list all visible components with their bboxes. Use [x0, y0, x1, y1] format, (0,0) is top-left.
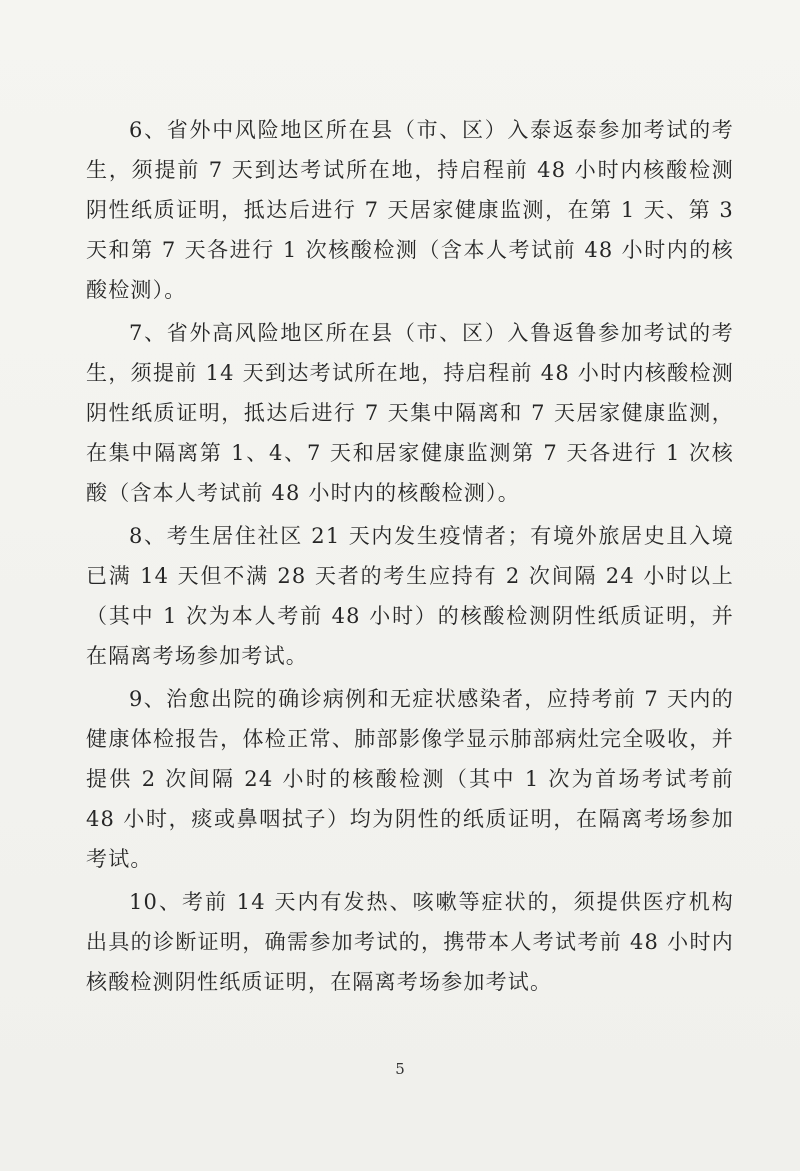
- paragraph-item-10: 10、考前 14 天内有发热、咳嗽等症状的，须提供医疗机构出具的诊断证明，确需参加考试的，携带本人考试考前 48 小时内核酸检测阴性纸质证明，在隔离考场参加考试。: [86, 890, 734, 994]
- document-body: [86, 110, 734, 1005]
- paragraph-item-7: 7、省外高风险地区所在县（市、区）入鲁返鲁参加考试的考生，须提前 14 天到达考试所在地，持启程前 48 小时内核酸检测阴性纸质证明，抵达后进行 7 天集中隔离和 7 天居家健康监测，在集中隔离第 1、4、7 天和居家健康监测第 7 天各进行 1 次核酸（含本人考试前 48 小时内的核酸检测）。: [86, 321, 734, 505]
- paragraph-item-6: 6、省外中风险地区所在县（市、区）入泰返泰参加考试的考生，须提前 7 天到达考试所在地，持启程前 48 小时内核酸检测阴性纸质证明，抵达后进行 7 天居家健康监测，在第 1 天、第 3 天和第 7 天各进行 1 次核酸检测（含本人考试前 48 小时内的核酸检测）。: [86, 118, 734, 302]
- page-number: 5: [395, 1060, 405, 1078]
- paragraph-item-9: 9、治愈出院的确诊病例和无症状感染者，应持考前 7 天内的健康体检报告，体检正常、肺部影像学显示肺部病灶完全吸收，并提供 2 次间隔 24 小时的核酸检测（其中 1 次为首场考试考前 48 小时，痰或鼻咽拭子）均为阴性的纸质证明，在隔离考场参加考试。: [86, 687, 734, 871]
- paragraph-item-8: 8、考生居住社区 21 天内发生疫情者；有境外旅居史且入境已满 14 天但不满 28 天者的考生应持有 2 次间隔 24 小时以上（其中 1 次为本人考前 48 小时）的核酸检测阴性纸质证明，并在隔离考场参加考试。: [86, 524, 734, 668]
